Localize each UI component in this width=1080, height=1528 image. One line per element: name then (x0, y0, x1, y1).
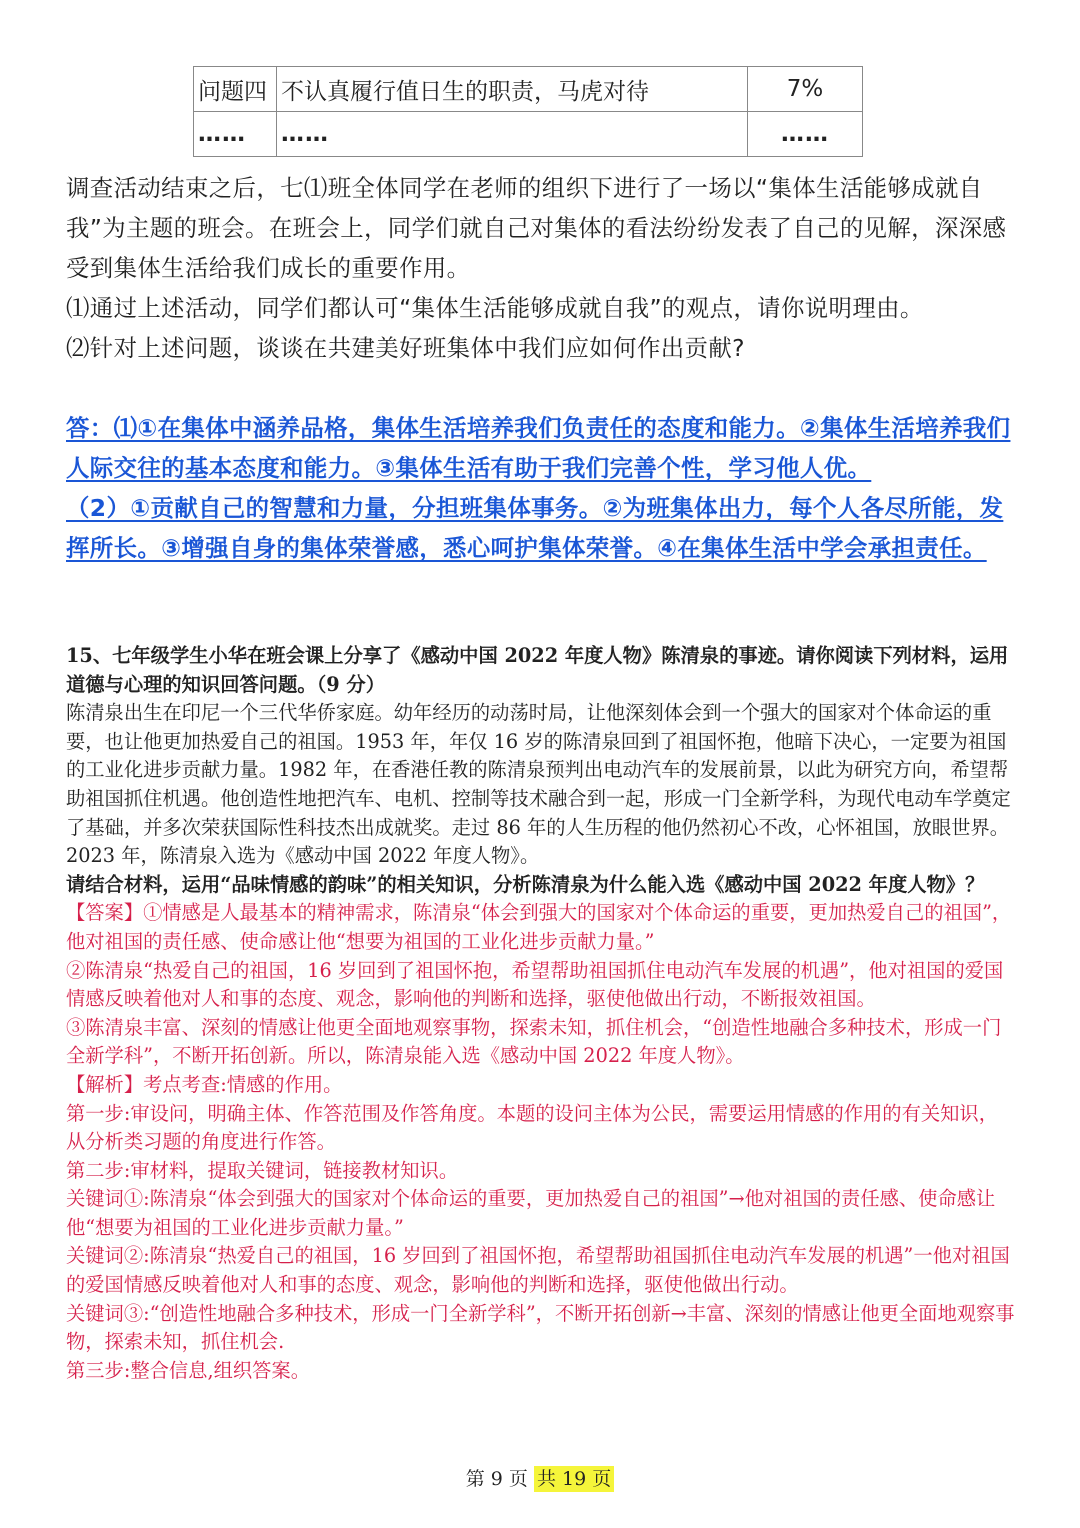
q15-answer-3: ③陈清泉丰富、深刻的情感让他更全面地观察事物，探索未知，抓住机会，“创造性地融合多种技术，形成一门全新学科”，不断开拓创新。所以，陈清泉能入选《感动中国 2022 年度人物》。 (66, 1015, 1002, 1068)
q14-sub2: ⑵针对上述问题，谈谈在共建美好班集体中我们应如何作出贡献? (66, 334, 745, 362)
table-row (194, 67, 863, 112)
q15-answer-2: ②陈清泉“热爱自己的祖国，16 岁回到了祖国怀抱，希望帮助祖国抓住电动汽车发展的机遇”，他对祖国的爱国情感反映着他对人和事的态度、观念，影响他的判断和选择，驱使他做出行动，不断报效祖国。 (66, 958, 1004, 1011)
row-percent: …… (748, 112, 863, 157)
q15-title: 15、七年级学生小华在班会课上分享了《感动中国 2022 年度人物》陈清泉的事迹。请你阅读下列材料，运用道德与心理的知识回答问题。（9 分） (66, 644, 1009, 696)
q15-material: 陈清泉出生在印尼一个三代华侨家庭。幼年经历的动荡时局，让他深刻体会到一个强大的国家对个体命运的重要，也让他更加热爱自己的祖国。1953 年，年仅 16 岁的陈清泉回到了祖国怀抱，他暗下决心，一定要为祖国的工业化进步贡献力量。1982 年，在香港任教的陈清泉预判出电动汽车的发展前景，以此为研究方向，希望帮助祖国抓住机遇。他创造性地把汽车、电机、控制等技术融合到一起，形成一门全新学科，为现代电动车学奠定了基础，并多次荣获国际性科技杰出成就奖。走过 86 年的人生历程的他仍然初心不改，心怀祖国，放眼世界。2023 年，陈清泉入选为《感动中国 2022 年度人物》。 (66, 701, 1011, 868)
q15-analysis-1: 【解析】考点考查:情感的作用。 (66, 1072, 343, 1096)
q14-answer-1: 答：⑴①在集体中涵养品格，集体生活培养我们负责任的态度和能力。②集体生活培养我们人际交往的基本态度和能力。③集体生活有助于我们完善个性，学习他人优。 (66, 414, 1011, 482)
q15-answer-1: 【答案】①情感是人最基本的精神需求，陈清泉“体会到强大的国家对个体命运的重要，更加热爱自己的祖国”，他对祖国的责任感、使命感让他“想要为祖国的工业化进步贡献力量。” (66, 901, 1012, 953)
q14-intro: 调查活动结束之后，七⑴班全体同学在老师的组织下进行了一场以“集体生活能够成就自我”为主题的班会。在班会上，同学们就自己对集体的看法纷纷发表了自己的见解，深深感受到集体生活给我们成长的重要作用。 (66, 174, 1007, 282)
q15-analysis-3: 第二步:审材料，提取关键词，链接教材知识。 (66, 1158, 459, 1182)
question-14-answer (66, 408, 1016, 568)
q14-answer-2: （2）①贡献自己的智慧和力量，分担班集体事务。②为班集体出力，每个人各尽所能，发挥所长。③增强自身的集体荣誉感，悉心呵护集体荣誉。④在集体生活中学会承担责任。 (66, 494, 1004, 562)
q14-sub1: ⑴通过上述活动，同学们都认可“集体生活能够成就自我”的观点，请你说明理由。 (66, 294, 924, 322)
q15-analysis-6: 关键词③:“创造性地融合多种技术，形成一门全新学科”，不断开拓创新→丰富、深刻的情感让他更全面地观察事物，探索未知，抓住机会. (66, 1301, 1015, 1354)
row-label: …… (194, 112, 277, 157)
q15-analysis-5: 关键词②:陈清泉“热爱自己的祖国，16 岁回到了祖国怀抱，希望帮助祖国抓住电动汽车发展的机遇”一他对祖国的爱国情感反映着他对人和事的态度、观念，影响他的判断和选择，驱使他做出行动。 (66, 1244, 1010, 1297)
q15-analysis-7: 第三步:整合信息,组织答案。 (66, 1358, 310, 1382)
q15-answer (66, 899, 1016, 1385)
page-number: 第 9 页 (465, 1468, 528, 1490)
q15-analysis-2: 第一步:审设问，明确主体、作答范围及作答角度。本题的设问主体为公民，需要运用情感的作用的有关知识，从分析类习题的角度进行作答。 (66, 1101, 998, 1154)
question-15 (66, 642, 1016, 1385)
q15-analysis-4: 关键词①:陈清泉“体会到强大的国家对个体命运的重要，更加热爱自己的祖国”→他对祖国的责任感、使命感让他“想要为祖国的工业化进步贡献力量。” (66, 1187, 996, 1239)
row-label: 问题四 (194, 67, 277, 112)
row-content: …… (277, 112, 748, 157)
row-percent: 7% (748, 67, 863, 112)
page-footer (0, 1464, 1080, 1491)
survey-table (193, 66, 863, 157)
table-row (194, 112, 863, 157)
row-content: 不认真履行值日生的职责，马虎对待 (277, 67, 748, 112)
q15-question: 请结合材料，运用“品味情感的韵味”的相关知识，分析陈清泉为什么能入选《感动中国 2022 年度人物》？ (66, 872, 985, 896)
question-14-text (66, 168, 1016, 368)
page-total: 共 19 页 (534, 1466, 614, 1492)
